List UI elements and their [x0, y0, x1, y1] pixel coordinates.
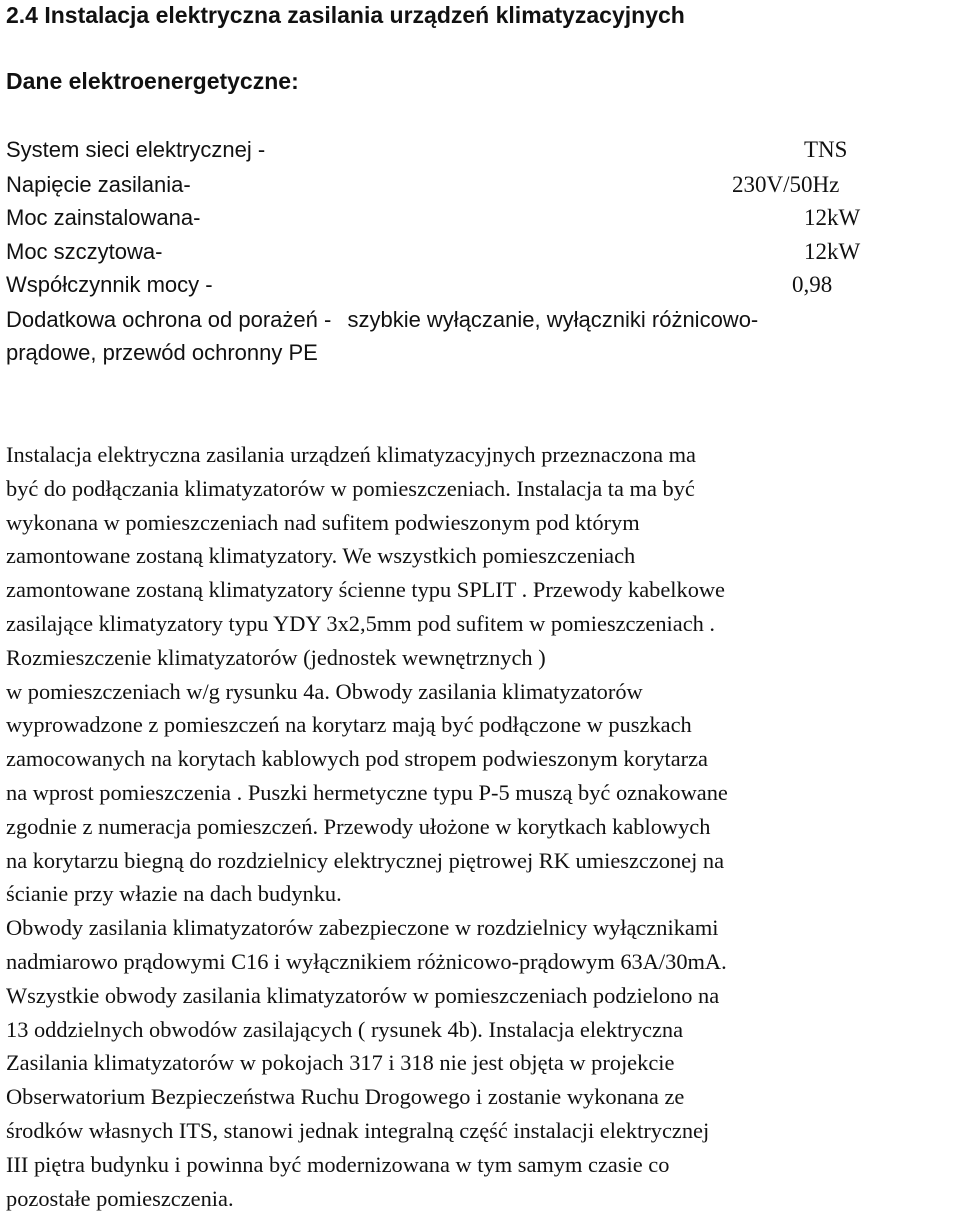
spec-row-network-system: [6, 134, 954, 165]
spec-value-continued: prądowe, przewód ochronny PE: [6, 340, 318, 365]
spec-label: Moc szczytowa-: [6, 239, 163, 264]
text-line: zgodnie z numeracja pomieszczeń. Przewody ułożone w korytkach kablowych: [6, 813, 711, 839]
text-line: pozostałe pomieszczenia.: [6, 1185, 234, 1211]
text-line: zasilające klimatyzatory typu YDY 3x2,5mm pod sufitem w pomieszczeniach .: [6, 610, 716, 636]
section-subtitle: Dane elektroenergetyczne:: [6, 68, 299, 94]
text-line: Instalacja elektryczna zasilania urządzeń klimatyzacyjnych przeznaczona ma: [6, 442, 696, 467]
spec-label: System sieci elektrycznej -: [6, 137, 266, 162]
text-line: III piętra budynku i powinna być modernizowana w tym samym czasie co: [6, 1151, 670, 1177]
text-line: być do podłączania klimatyzatorów w pomieszczeniach. Instalacja ta ma być: [6, 475, 695, 501]
spec-row-power-factor: [6, 269, 954, 300]
text-line: Zasilania klimatyzatorów w pokojach 317 i 318 nie jest objęta w projekcie: [6, 1050, 675, 1076]
spec-value: 0,98: [792, 272, 833, 297]
section-title: 2.4 Instalacja elektryczna zasilania urządzeń klimatyzacyjnych: [6, 2, 685, 28]
text-line: środków własnych ITS, stanowi jednak integralną część instalacji elektrycznej: [6, 1117, 710, 1143]
text-line: na wprost pomieszczenia . Puszki hermetyczne typu P-5 muszą być oznakowane: [6, 779, 728, 805]
text-line: wyprowadzone z pomieszczeń na korytarz mają być podłączone w puszkach: [6, 712, 692, 738]
text-line: na korytarzu biegną do rozdzielnicy elektrycznej piętrowej RK umieszczonej na: [6, 847, 725, 873]
spec-label: Napięcie zasilania-: [6, 172, 191, 197]
text-line: ścianie przy włazie na dach budynku.: [6, 881, 342, 907]
text-line: nadmiarowo prądowymi C16 i wyłącznikiem różnicowo-prądowym 63A/30mA.: [6, 948, 727, 974]
body-paragraph: [6, 438, 958, 1215]
text-line: zamontowane zostaną klimatyzatory. We wszystkich pomieszczeniach: [6, 543, 636, 569]
spec-value: 12kW: [804, 239, 861, 264]
text-line: wykonana w pomieszczeniach nad sufitem podwieszonym pod którym: [6, 509, 640, 535]
spec-row-additional-protection: [6, 303, 946, 369]
spec-label: Współczynnik mocy -: [6, 272, 213, 297]
text-line: 13 oddzielnych obwodów zasilających ( rysunek 4b). Instalacja elektryczna: [6, 1016, 684, 1042]
spec-row-installed-power: [6, 202, 954, 233]
spec-row-peak-power: [6, 236, 954, 267]
spec-value: 12kW: [804, 205, 861, 230]
spec-label: Moc zainstalowana-: [6, 205, 201, 230]
text-line: Obserwatorium Bezpieczeństwa Ruchu Drogowego i zostanie wykonana ze: [6, 1084, 685, 1110]
spec-value: 230V/50Hz: [732, 172, 840, 197]
text-line: zamocowanych na korytach kablowych pod stropem podwieszonym korytarza: [6, 746, 708, 772]
spec-row-supply-voltage: [6, 169, 954, 200]
text-line: zamontowane zostaną klimatyzatory ścienne typu SPLIT . Przewody kabelkowe: [6, 577, 725, 603]
spec-value: TNS: [804, 137, 848, 162]
text-line: Obwody zasilania klimatyzatorów zabezpieczone w rozdzielnicy wyłącznikami: [6, 915, 719, 941]
text-line: Rozmieszczenie klimatyzatorów (jednostek wewnętrznych ): [6, 644, 546, 670]
spec-value: szybkie wyłączanie, wyłączniki różnicowo-: [347, 307, 759, 332]
text-line: w pomieszczeniach w/g rysunku 4a. Obwody zasilania klimatyzatorów: [6, 678, 643, 704]
text-line: Wszystkie obwody zasilania klimatyzatorów w pomieszczeniach podzielono na: [6, 982, 720, 1008]
spec-label: Dodatkowa ochrona od porażeń -: [6, 307, 332, 332]
